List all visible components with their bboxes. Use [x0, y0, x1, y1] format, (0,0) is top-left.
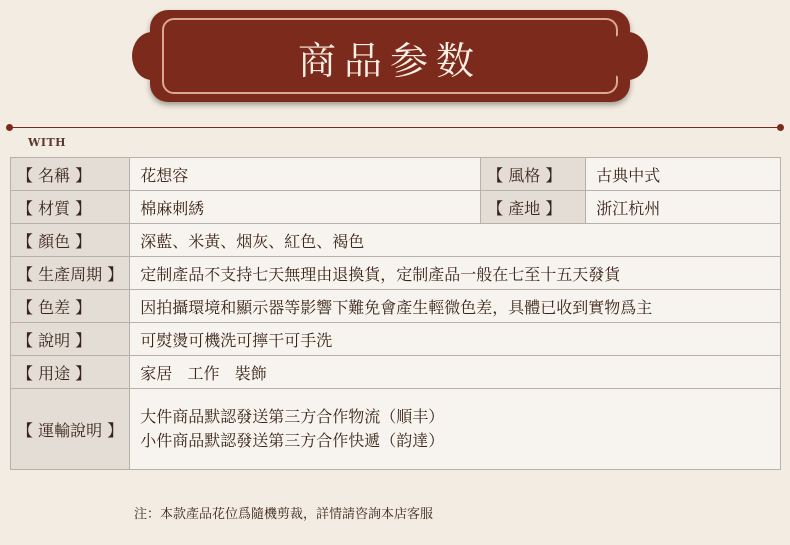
label-name: 【 名稱 】	[11, 158, 130, 191]
table-row	[11, 389, 781, 470]
shipping-line-2: 小件商品默認發送第三方合作快遞（韵達）	[140, 431, 445, 450]
value-color: 深藍、米黃、烟灰、紅色、褐色	[130, 224, 781, 257]
table-row	[11, 323, 781, 356]
label-production-cycle: 【 生產周期 】	[11, 257, 130, 290]
footer-note: 注：本款產品花位爲隨機剪裁，詳情請咨詢本店客服	[134, 507, 434, 522]
label-shipping: 【 運輸說明 】	[11, 389, 130, 470]
value-usage: 家居 工作 裝飾	[130, 356, 781, 389]
divider-line	[10, 127, 780, 128]
table-row	[11, 191, 781, 224]
page-title: 商品参数	[297, 39, 482, 83]
value-name: 花想容	[130, 158, 481, 191]
value-instructions: 可熨燙可機洗可擰干可手洗	[130, 323, 781, 356]
value-origin: 浙江杭州	[586, 191, 781, 224]
table-row	[11, 356, 781, 389]
label-origin: 【 產地 】	[481, 191, 586, 224]
header-banner	[0, 0, 790, 115]
label-usage: 【 用途 】	[11, 356, 130, 389]
value-production-cycle: 定制產品不支持七天無理由退換貨，定制產品一般在七至十五天發貨	[130, 257, 781, 290]
value-shipping	[130, 389, 781, 470]
label-instructions: 【 說明 】	[11, 323, 130, 356]
with-label: WITH	[28, 136, 67, 149]
label-material: 【 材質 】	[11, 191, 130, 224]
table-row	[11, 290, 781, 323]
table-row	[11, 158, 781, 191]
value-color-diff: 因拍攝環境和顯示器等影響下難免會產生輕微色差，具體已收到實物爲主	[130, 290, 781, 323]
table-row	[11, 257, 781, 290]
title-plaque	[150, 10, 630, 102]
value-style: 古典中式	[586, 158, 781, 191]
label-color-diff: 【 色差 】	[11, 290, 130, 323]
value-material: 棉麻刺綉	[130, 191, 481, 224]
divider-dot-right	[777, 124, 784, 131]
label-style: 【 風格 】	[481, 158, 586, 191]
product-params-table	[10, 157, 781, 470]
shipping-line-1: 大件商品默認發送第三方合作物流（順丰）	[140, 407, 445, 426]
table-row	[11, 224, 781, 257]
label-color: 【 顏色 】	[11, 224, 130, 257]
